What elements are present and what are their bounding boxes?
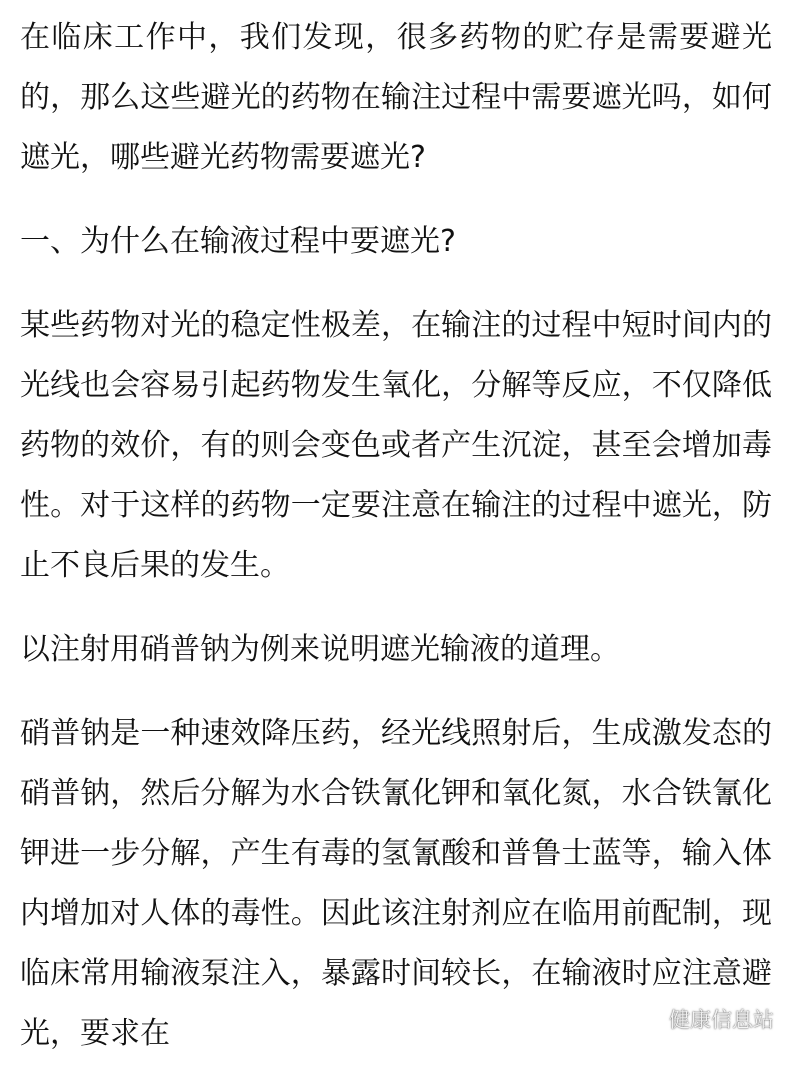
weibo-icon <box>639 1009 663 1029</box>
paragraph-intro: 在临床工作中，我们发现，很多药物的贮存是需要避光的，那么这些避光的药物在输注过程中需要遮光吗，如何遮光，哪些避光药物需要遮光? <box>20 20 772 175</box>
paragraph-example-intro: 以注射用硝普钠为例来说明遮光输液的道理。 <box>20 632 620 667</box>
paragraph-reason: 某些药物对光的稳定性极差，在输注的过程中短时间内的光线也会容易引起药物发生氧化，分解等反应，不仅降低药物的效价，有的则会变色或者产生沉淀，甚至会增加毒性。对于这样的药物一定要注意在输注的过程中遮光，防止不良后果的发生。 <box>20 308 772 583</box>
paragraph-example-detail: 硝普钠是一种速效降压药，经光线照射后，生成激发态的硝普钠，然后分解为水合铁氰化钾和氧化氮，水合铁氰化钾进一步分解，产生有毒的氢氰酸和普鲁士蓝等，输入体内增加对人体的毒性。因此该注射剂应在临用前配制，现临床常用输液泵注入，暴露时间较长，在输液时应注意避光，要求在 <box>20 716 772 1051</box>
article-body <box>20 8 772 1088</box>
watermark <box>639 1004 774 1034</box>
section-heading: 一、为什么在输液过程中要遮光? <box>20 224 456 259</box>
watermark-text: 健康信息站 <box>669 1008 774 1032</box>
